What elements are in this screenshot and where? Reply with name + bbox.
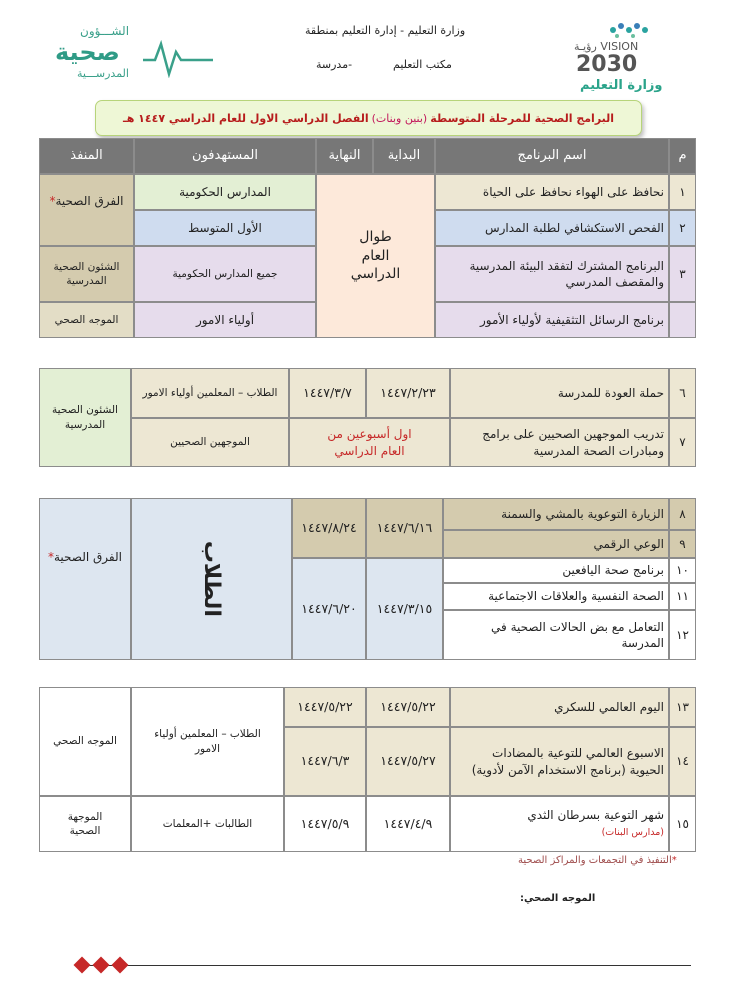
header-start: البداية: [373, 138, 435, 174]
period-cell: اول أسبوعين من العام الدراسي: [289, 418, 450, 467]
footnote-text: التنفيذ في التجمعات والمراكز الصحية: [518, 855, 672, 866]
logo-main-text: صحية: [55, 38, 120, 66]
row-num: ١٢: [669, 610, 696, 660]
program-name: الوعي الرقمي: [443, 530, 669, 558]
vision-2030-logo: [572, 18, 687, 96]
start-date: ١٤٤٧/٣/١٥: [366, 558, 443, 660]
footnote-star: *: [671, 855, 677, 866]
footnote: [518, 855, 677, 866]
header-program: اسم البرنامج: [435, 138, 669, 174]
school-label: -مدرسة: [316, 58, 353, 71]
end-date: ١٤٤٧/٥/٩: [284, 796, 366, 852]
beneficiaries-cell: جميع المدارس الحكومية: [134, 246, 316, 302]
row-num: ٢: [669, 210, 696, 246]
header-executor: المنفذ: [39, 138, 134, 174]
banner-title: البرامج الصحية للمرحلة المتوسطة: [430, 111, 615, 125]
office-label: مكتب التعليم: [393, 58, 452, 71]
end-date: ١٤٤٧/٥/٢٢: [284, 687, 366, 727]
program-name: الزيارة التوعوية بالمشي والسمنة: [443, 498, 669, 530]
diamond-icon: [74, 957, 91, 974]
star-mark: *: [49, 194, 56, 208]
executor-cell: الموجهة الصحية: [39, 796, 131, 852]
beneficiaries-cell: [131, 498, 292, 660]
start-date: ١٤٤٧/٥/٢٢: [366, 687, 450, 727]
footer-divider: [75, 965, 691, 966]
program-name: برنامج الرسائل التثقيفية لأولياء الأمور: [435, 302, 669, 338]
end-date: ١٤٤٧/٣/٧: [289, 368, 366, 418]
beneficiaries-cell: الموجهين الصحيين: [131, 418, 289, 467]
row-num: [669, 302, 696, 338]
executor-text: الفرق الصحية: [55, 194, 124, 208]
executor-cell: الموجه الصحي: [39, 687, 131, 796]
ministry-logo-text: وزارة التعليم: [580, 78, 663, 93]
row-num: ٧: [669, 418, 696, 467]
header-end: النهاية: [316, 138, 373, 174]
program-name: الصحة النفسية والعلاقات الاجتماعية: [443, 583, 669, 610]
beneficiaries-vertical-text: الطلاب: [199, 540, 225, 618]
end-date: ١٤٤٧/٨/٢٤: [292, 498, 366, 558]
program-name: الفحص الاستكشافي لطلبة المدارس: [435, 210, 669, 246]
ministry-line: وزارة التعليم - إدارة التعليم بمنطقة: [305, 24, 466, 37]
start-date: ١٤٤٧/٥/٢٧: [366, 727, 450, 796]
beneficiaries-cell: الطلاب – المعلمين أولياء الامور: [131, 687, 284, 796]
program-name: تدريب الموجهين الصحيين على برامج ومبادرات الصحة المدرسية: [450, 418, 669, 467]
beneficiaries-cell: الطلاب – المعلمين أولياء الامور: [131, 368, 289, 418]
program-name: البرنامج المشترك لتفقد البيئة المدرسية والمقصف المدرسي: [435, 246, 669, 302]
header-beneficiaries: المستهدفون: [134, 138, 316, 174]
executor-cell: الموجه الصحي: [39, 302, 134, 338]
start-date: ١٤٤٧/٢/٢٣: [366, 368, 450, 418]
beneficiaries-cell: المدارس الحكومية: [134, 174, 316, 210]
program-name: برنامج صحة اليافعين: [443, 558, 669, 583]
banner-term: الفصل الدراسي الاول للعام الدراسي ١٤٤٧ هـ: [122, 111, 369, 125]
row-num: ١٤: [669, 727, 696, 796]
duration-cell: طوال العام الدراسي: [316, 174, 435, 338]
diamond-icon: [93, 957, 110, 974]
end-date: ١٤٤٧/٦/٢٠: [292, 558, 366, 660]
program-name: نحافظ على الهواء نحافظ على الحياة: [435, 174, 669, 210]
beneficiaries-cell: أولياء الامور: [134, 302, 316, 338]
row-num: ٨: [669, 498, 696, 530]
executor-cell: الشئون الصحية المدرسية: [39, 246, 134, 302]
start-date: ١٤٤٧/٦/١٦: [366, 498, 443, 558]
header-num: م: [669, 138, 696, 174]
vision-text: VISION رؤيـة: [574, 40, 639, 53]
row-num: ٩: [669, 530, 696, 558]
heartbeat-icon: [143, 38, 213, 78]
vision-year: 2030: [576, 52, 638, 77]
title-banner: [95, 100, 642, 136]
row-num: ٦: [669, 368, 696, 418]
banner-subtitle: (بنين وبنات): [371, 111, 428, 125]
signature-label: الموجه الصحي:: [520, 893, 596, 904]
program-note: (مدارس البنات): [601, 827, 664, 839]
row-num: ١١: [669, 583, 696, 610]
school-health-logo: [55, 24, 170, 84]
program-name: الاسبوع العالمي للتوعية بالمضادات الحيوية (برنامج الاستخدام الآمن لأدوية): [450, 727, 669, 796]
logo-top-text: الشـــؤون: [80, 24, 130, 38]
row-num: ١٠: [669, 558, 696, 583]
start-date: ١٤٤٧/٤/٩: [366, 796, 450, 852]
logo-bottom-text: المدرســـية: [77, 67, 129, 80]
executor-text: الفرق الصحية: [53, 550, 122, 564]
row-num: ١٣: [669, 687, 696, 727]
program-name: [450, 796, 669, 852]
program-title: شهر التوعية بسرطان الثدي: [527, 808, 664, 822]
star-mark: *: [47, 550, 54, 564]
executor-cell: [39, 174, 134, 246]
end-date: ١٤٤٧/٦/٣: [284, 727, 366, 796]
row-num: ١٥: [669, 796, 696, 852]
beneficiaries-cell: الأول المتوسط: [134, 210, 316, 246]
row-num: ١: [669, 174, 696, 210]
executor-cell: الشئون الصحية المدرسية: [39, 368, 131, 467]
diamond-icon: [112, 957, 129, 974]
executor-cell: [39, 498, 131, 660]
beneficiaries-cell: الطالبات +المعلمات: [131, 796, 284, 852]
program-name: حملة العودة للمدرسة: [450, 368, 669, 418]
program-name: اليوم العالمي للسكري: [450, 687, 669, 727]
vision-dots-icon: [607, 18, 657, 40]
program-name: التعامل مع بض الحالات الصحية في المدرسة: [443, 610, 669, 660]
row-num: ٣: [669, 246, 696, 302]
